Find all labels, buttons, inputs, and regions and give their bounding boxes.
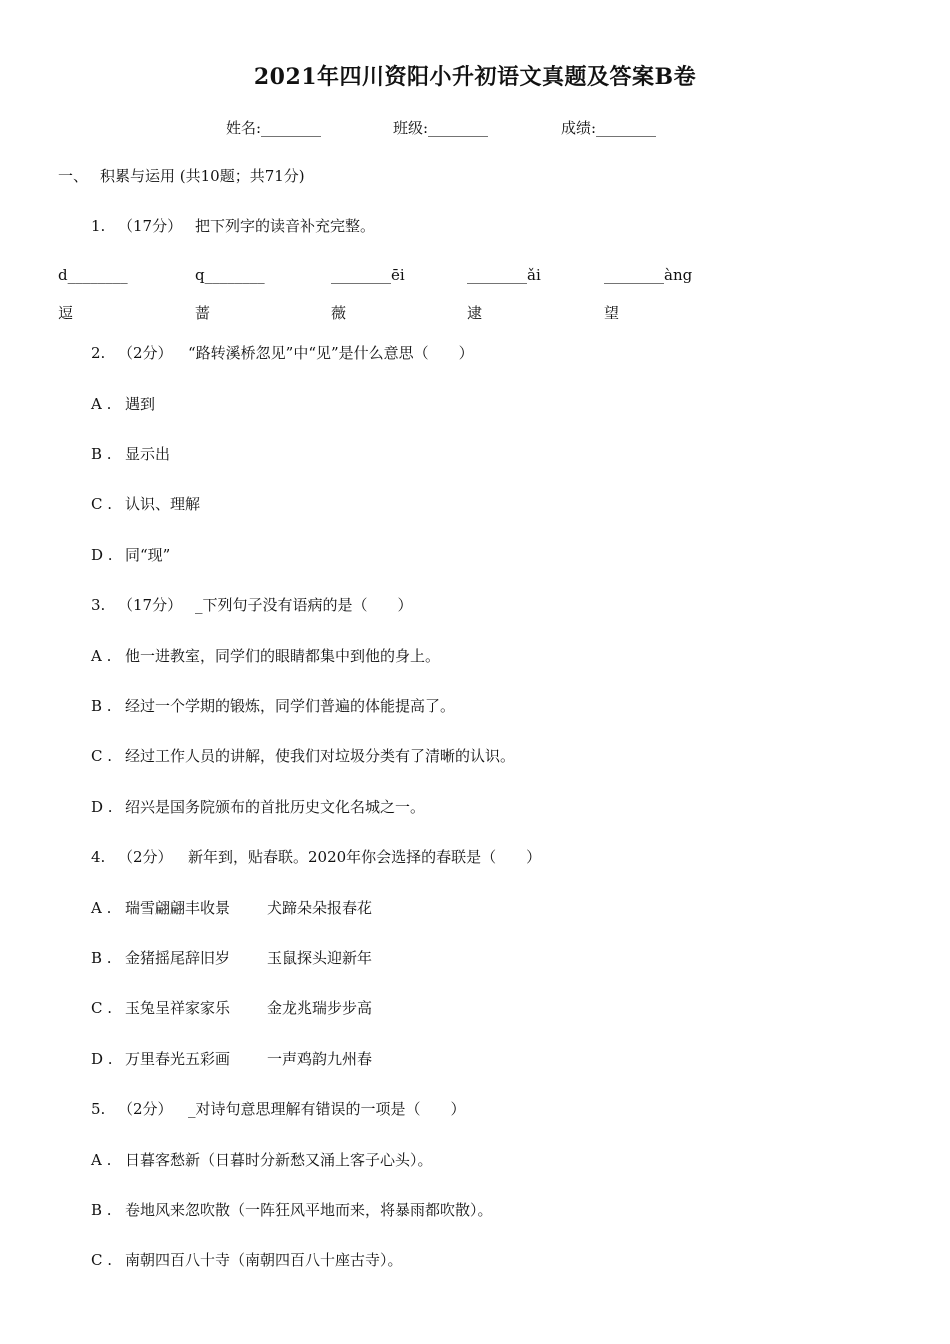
question-text: 新年到，贴春联。2020年你会选择的春联是（ ） xyxy=(188,848,542,866)
score-field[interactable]: 成绩:________ xyxy=(561,119,657,137)
option-text-second-line: 金龙兆瑞步步高 xyxy=(267,999,373,1017)
option-text: 卷地风来忽吹散（一阵狂风平地而来，将暴雨都吹散）。 xyxy=(125,1201,493,1219)
option-text: 认识、理解 xyxy=(125,495,201,513)
question-score: （2分） xyxy=(118,1100,173,1118)
question-number: 3. xyxy=(91,596,106,614)
hanzi-char: 薇 xyxy=(331,304,347,322)
pinyin-blank[interactable]: d________ xyxy=(58,266,128,284)
pinyin-blank[interactable]: ________àng xyxy=(604,266,693,284)
option-text: 南朝四百八十寺（南朝四百八十座古寺）。 xyxy=(125,1251,403,1269)
option-letter[interactable]: D . xyxy=(91,798,113,816)
option-letter[interactable]: C . xyxy=(91,495,113,513)
pinyin-blank[interactable]: ________ēi xyxy=(331,266,405,284)
option-letter[interactable]: A . xyxy=(91,899,112,917)
question-text: _下列句子没有语病的是（ ） xyxy=(195,596,413,614)
option-text: 瑞雪翩翩丰收景 xyxy=(125,899,231,917)
option-letter[interactable]: B . xyxy=(91,1201,112,1219)
option-text: 日暮客愁新（日暮时分新愁又涌上客子心头）。 xyxy=(125,1151,433,1169)
class-field[interactable]: 班级:________ xyxy=(393,119,489,137)
option-text-second-line: 一声鸡韵九州春 xyxy=(267,1050,373,1068)
hanzi-char: 逮 xyxy=(467,304,483,322)
option-text: 经过一个学期的锻炼，同学们普遍的体能提高了。 xyxy=(125,697,456,715)
question-text: 把下列字的读音补充完整。 xyxy=(195,217,376,235)
question-number: 2. xyxy=(91,344,106,362)
option-letter[interactable]: C . xyxy=(91,1251,113,1269)
question-text: “路转溪桥忽见”中“见”是什么意思（ ） xyxy=(188,344,474,362)
option-letter[interactable]: A . xyxy=(91,647,112,665)
option-text: 金猪摇尾辞旧岁 xyxy=(125,949,231,967)
hanzi-char: 望 xyxy=(604,304,620,322)
name-field[interactable]: 姓名:________ xyxy=(226,119,322,137)
question-number: 1. xyxy=(91,217,106,235)
hanzi-char: 蔷 xyxy=(195,304,211,322)
question-score: （2分） xyxy=(118,344,173,362)
option-letter[interactable]: D . xyxy=(91,546,113,564)
option-text: 他一进教室，同学们的眼睛都集中到他的身上。 xyxy=(125,647,441,665)
question-number: 4. xyxy=(91,848,106,866)
option-text-second-line: 犬蹄朵朵报春花 xyxy=(267,899,373,917)
option-letter[interactable]: A . xyxy=(91,395,112,413)
option-letter[interactable]: B . xyxy=(91,949,112,967)
option-text-second-line: 玉鼠探头迎新年 xyxy=(267,949,373,967)
option-text: 同“现” xyxy=(125,546,171,564)
question-text: _对诗句意思理解有错误的一项是（ ） xyxy=(188,1100,466,1118)
option-letter[interactable]: B . xyxy=(91,697,112,715)
section-title: 积累与运用 (共10题；共71分) xyxy=(100,167,305,185)
hanzi-char: 逗 xyxy=(58,304,74,322)
option-text: 绍兴是国务院颁布的首批历史文化名城之一。 xyxy=(125,798,426,816)
question-score: （17分） xyxy=(118,217,183,235)
option-letter[interactable]: D . xyxy=(91,1050,113,1068)
question-score: （2分） xyxy=(118,848,173,866)
option-letter[interactable]: B . xyxy=(91,445,112,463)
option-letter[interactable]: C . xyxy=(91,747,113,765)
question-number: 5. xyxy=(91,1100,106,1118)
option-text: 玉兔呈祥家家乐 xyxy=(125,999,231,1017)
option-letter[interactable]: A . xyxy=(91,1151,112,1169)
option-text: 万里春光五彩画 xyxy=(125,1050,231,1068)
question-score: （17分） xyxy=(118,596,183,614)
section-label: 一、 xyxy=(58,167,89,185)
option-text: 经过工作人员的讲解，使我们对垃圾分类有了清晰的认识。 xyxy=(125,747,516,765)
option-letter[interactable]: C . xyxy=(91,999,113,1017)
pinyin-blank[interactable]: q________ xyxy=(195,266,265,284)
page-title: 2021年四川资阳小升初语文真题及答案B卷 xyxy=(253,64,697,90)
option-text: 显示出 xyxy=(125,445,171,463)
pinyin-blank[interactable]: ________ǎi xyxy=(467,266,541,284)
option-text: 遇到 xyxy=(125,395,156,413)
